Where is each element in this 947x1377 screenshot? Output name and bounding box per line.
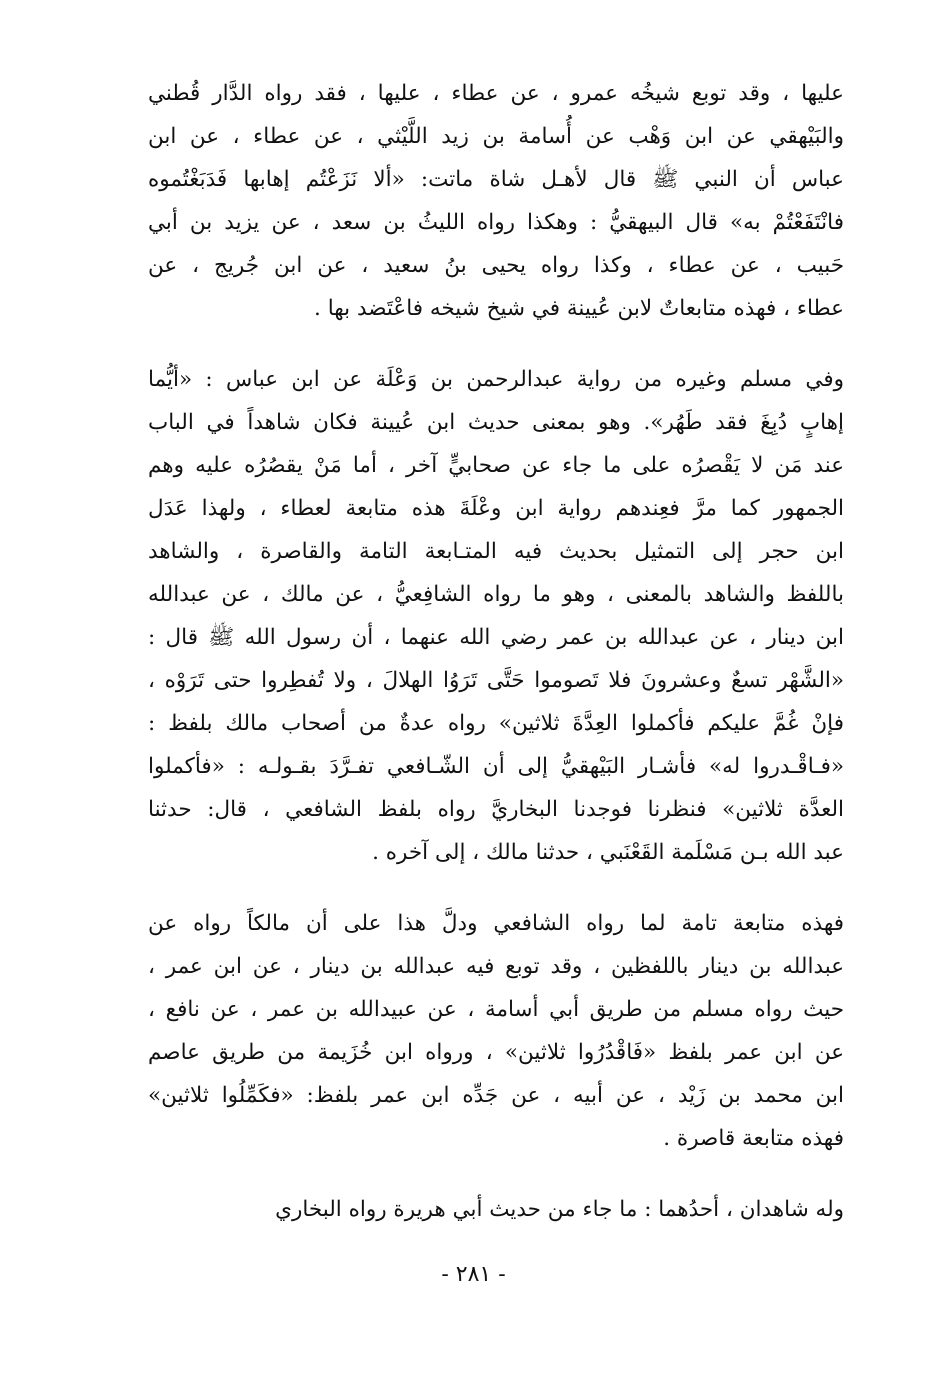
text-line: حَبيب ، عن عطاء ، وكذا رواه يحيى بنُ سعيد ، عن ابن جُريج ، عن xyxy=(148,253,844,278)
text-line: ابن حجر إلى التمثيل بحديث فيه المتـابعة التامة والقاصرة ، والشاهد xyxy=(148,539,844,564)
text-line: باللفظ والشاهد بالمعنى ، وهو ما رواه الشافِعيُّ ، عن مالك ، عن عبدالله xyxy=(148,582,844,607)
page-number: - ٢٨١ - xyxy=(441,1262,506,1287)
text-line: الجمهور كما مرَّ فعِندهم رواية ابن وعْلَةَ هذه متابعة لعطاء ، ولهذا عَدَل xyxy=(148,496,844,521)
text-line: عبد الله بـن مَسْلَمة القَعْنَبي ، حدثنا مالك ، إلى آخره . xyxy=(372,840,844,865)
text-line: ابن محمد بن زَيْد ، عن أبيه ، عن جَدِّه ابن عمر بلفظ: «فكَمِّلُوا ثلاثين» xyxy=(148,1083,844,1108)
paragraph-gap xyxy=(148,1160,844,1188)
text-line: عليها ، وقد توبع شيخُه عمرو ، عن عطاء ، عليها ، فقد رواه الدَّار قُطني xyxy=(148,81,844,106)
text-line: وفي مسلم وغيره من رواية عبدالرحمن بن وَعْلَة عن ابن عباس : «أيُّما xyxy=(148,367,844,392)
text-line: عبدالله بن دينار باللفظين ، وقد توبع فيه عبدالله بن دينار ، عن ابن عمر ، xyxy=(148,954,844,979)
text-line: ابن دينار ، عن عبدالله بن عمر رضي الله عنهما ، أن رسول الله ﷺ قال : xyxy=(148,625,844,650)
paragraph xyxy=(148,902,844,1160)
text-line: فهذه متابعة تامة لما رواه الشافعي ودلَّ هذا على أن مالكاً رواه عن xyxy=(148,911,844,936)
text-line: عند مَن لا يَقْصرُه على ما جاء عن صحابيٍّ آخر ، أما مَنْ يقصُرُه عليه وهم xyxy=(148,453,844,478)
paragraph-gap xyxy=(148,330,844,358)
text-line: وله شاهدان ، أحدُهما : ما جاء من حديث أبي هريرة رواه البخاري xyxy=(275,1197,844,1222)
paragraph xyxy=(148,358,844,874)
text-line: حيث رواه مسلم من طريق أبي أسامة ، عن عبيدالله بن عمر ، عن نافع ، xyxy=(148,997,844,1022)
paragraph xyxy=(148,1188,844,1231)
text-line: والبَيْهقي عن ابن وَهْب عن أُسامة بن زيد اللَّيْثي ، عن عطاء ، عن ابن xyxy=(148,124,844,149)
text-line: فانْتَفَعْتُمْ به» قال البيهقيُّ : وهكذا رواه الليثُ بن سعد ، عن يزيد بن أبي xyxy=(148,210,844,235)
body-text xyxy=(148,72,844,1231)
paragraph xyxy=(148,72,844,330)
text-line: إهابٍ دُبِغَ فقد طَهُر». وهو بمعنى حديث ابن عُيينة فكان شاهداً في الباب xyxy=(148,410,844,435)
text-line: العدَّة ثلاثين» فنظرنا فوجدنا البخاريَّ رواه بلفظ الشافعي ، قال: حدثنا xyxy=(148,797,844,822)
text-line: عن ابن عمر بلفظ «فَاقْدُرُوا ثلاثين» ، ورواه ابن خُزَيمة من طريق عاصم xyxy=(148,1040,844,1065)
text-line: «الشَّهْر تسعٌ وعشرونَ فلا تَصوموا حَتَّى تَرَوُا الهلالَ ، ولا تُفطِروا حتى تَرَوْه ، xyxy=(148,668,844,693)
paragraph-gap xyxy=(148,874,844,902)
text-line: عطاء ، فهذه متابعاتٌ لابن عُيينة في شيخ شيخه فاعْتَضد بها . xyxy=(314,296,844,321)
text-line: عباس أن النبي ﷺ قال لأهـل شاة ماتت: «ألا نَزَعْتُم إهابها فَدَبَغْتُموه xyxy=(148,167,844,192)
text-line: فهذه متابعة قاصرة . xyxy=(663,1126,844,1151)
text-line: فإنْ غُمَّ عليكم فأكملوا العِدَّةَ ثلاثين» رواه عدةٌ من أصحاب مالك بلفظ : xyxy=(148,711,844,736)
text-line: «فـاقْـدروا له» فأشـار البَيْهقيُّ إلى أن الشّـافعي تفـرَّدَ بقـولـه : «فأكملوا xyxy=(148,754,844,779)
